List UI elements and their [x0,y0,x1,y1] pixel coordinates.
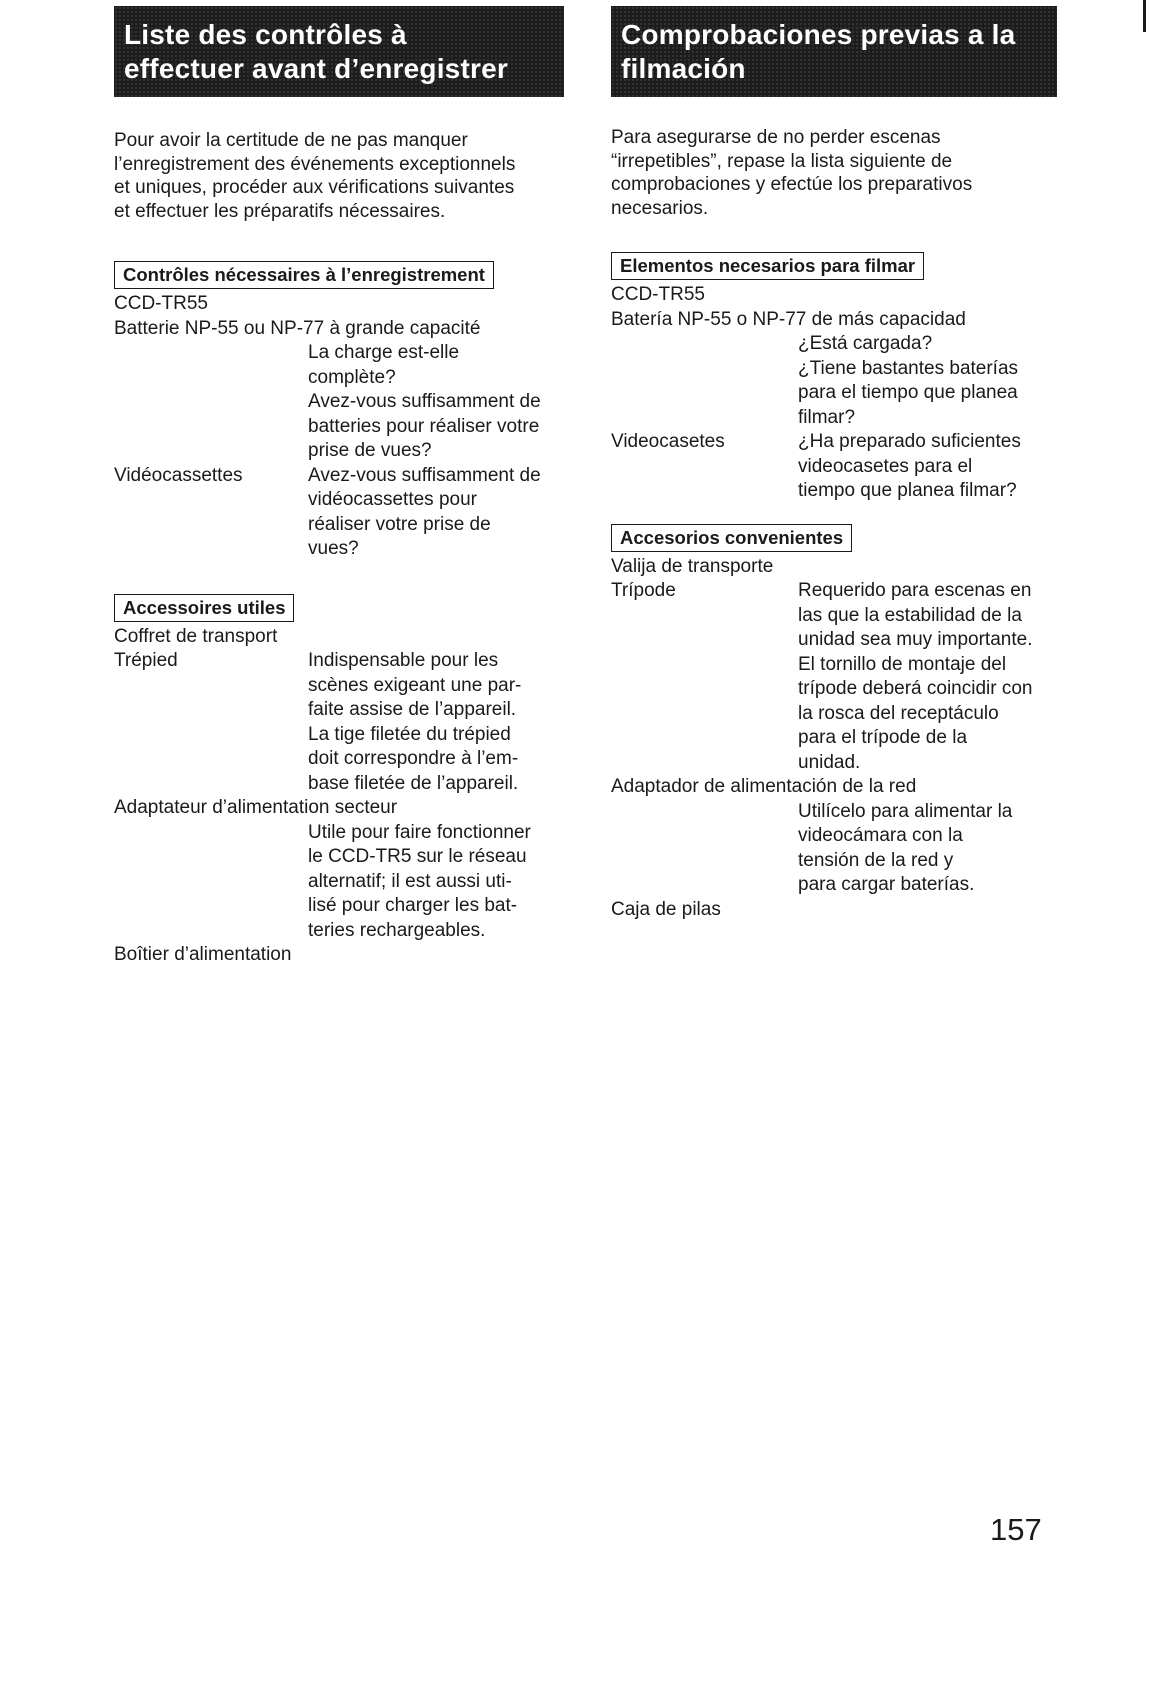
battery-description: La charge est-elle complète? Avez-vous suffisamment de batteries pour réaliser votre prise de vues? [308,342,541,461]
adaptor-row [611,800,1057,898]
french-section-heading-required: Contrôles nécessaires à l’enregistrement [114,261,494,289]
intro-line: comprobaciones y efectúe los preparativos [611,174,973,195]
intro-line: Para asegurarse de no perder escenas [611,127,941,148]
page-number: 157 [990,1512,1042,1547]
battery-line: Batería NP-55 o NP-77 de más capacidad [611,308,966,330]
intro-line: l’enregistrement des événements exceptionnels [114,153,516,175]
cassette-description: Avez-vous suffisamment de vidéocassettes pour réaliser votre prise de vues? [308,464,541,559]
case-line: Coffret de transport [114,625,278,647]
case-line: Valija de transporte [611,555,774,577]
adaptor-line: Adaptateur d’alimentation secteur [114,797,398,818]
cassette-row [114,464,564,562]
model-line: CCD-TR55 [114,293,208,314]
spanish-section-heading-accessories: Accesorios convenientes [611,524,852,552]
cassette-term: Videocasetes [611,431,725,452]
adaptor-row [114,821,564,944]
french-title-banner [114,6,564,97]
tripod-description: Requerido para escenas en las que la estabilidad de la unidad sea muy importante. El tornillo de montaje del trípode deberá coincidir con la rosca del receptáculo para el trípode de la unidad. [798,580,1033,773]
spanish-accessories-list [611,555,1057,923]
cassette-description: ¿Ha preparado suficientes videocasetes para el tiempo que planea filmar? [798,431,1021,501]
tripod-description: Indispensable pour les scènes exigeant une par- faite assise de l’appareil. La tige filetée du trépied doit correspondre à l’em- base filetée de l’appareil. [308,650,522,794]
tripod-term: Trípode [611,580,676,601]
edge-mark [1143,0,1146,32]
spanish-column [611,6,1057,922]
battery-case-line: Boîtier d’alimentation [114,944,292,965]
spanish-intro [611,126,1057,220]
adaptor-description: Utilícelo para alimentar la videocámara con la tensión de la red y para cargar baterías. [798,800,1013,895]
spanish-title-line-2: filmación [621,53,746,84]
tripod-row [611,579,1057,775]
french-required-list [114,292,564,562]
tripod-row [114,649,564,796]
french-column [114,6,564,968]
french-title-line-1: Liste des contrôles à [124,19,407,50]
cassette-term: Vidéocassettes [114,464,243,486]
spanish-title-line-1: Comprobaciones previas a la [621,19,1016,50]
intro-line: et uniques, procéder aux vérifications suivantes [114,177,515,198]
adaptor-line: Adaptador de alimentación de la red [611,776,917,797]
spanish-required-list [611,283,1057,504]
battery-line: Batterie NP-55 ou NP-77 à grande capacité [114,317,481,339]
cassette-row [611,430,1057,504]
battery-row [114,341,564,464]
battery-description: ¿Está cargada? ¿Tiene bastantes baterías para el tiempo que planea filmar? [798,333,1019,428]
french-accessories-list [114,625,564,968]
battery-row [611,332,1057,430]
model-line: CCD-TR55 [611,284,705,305]
intro-line: “irrepetibles”, repase la lista siguiente de [611,150,953,172]
adaptor-description: Utile pour faire fonctionner le CCD-TR5 sur le réseau alternatif; il est aussi uti- lisé pour charger les bat- teries rechargeables. [308,821,531,941]
french-title-line-2: effectuer avant d’enregistrer [124,53,508,84]
french-section-heading-accessories: Accessoires utiles [114,594,294,622]
battery-case-line: Caja de pilas [611,898,721,920]
intro-line: necesarios. [611,197,709,219]
tripod-term: Trépied [114,650,178,671]
french-intro [114,129,564,223]
intro-line: et effectuer les préparatifs nécessaires. [114,200,446,222]
spanish-section-heading-required: Elementos necesarios para filmar [611,252,924,280]
intro-line: Pour avoir la certitude de ne pas manquer [114,130,468,151]
spanish-title-banner [611,6,1057,97]
